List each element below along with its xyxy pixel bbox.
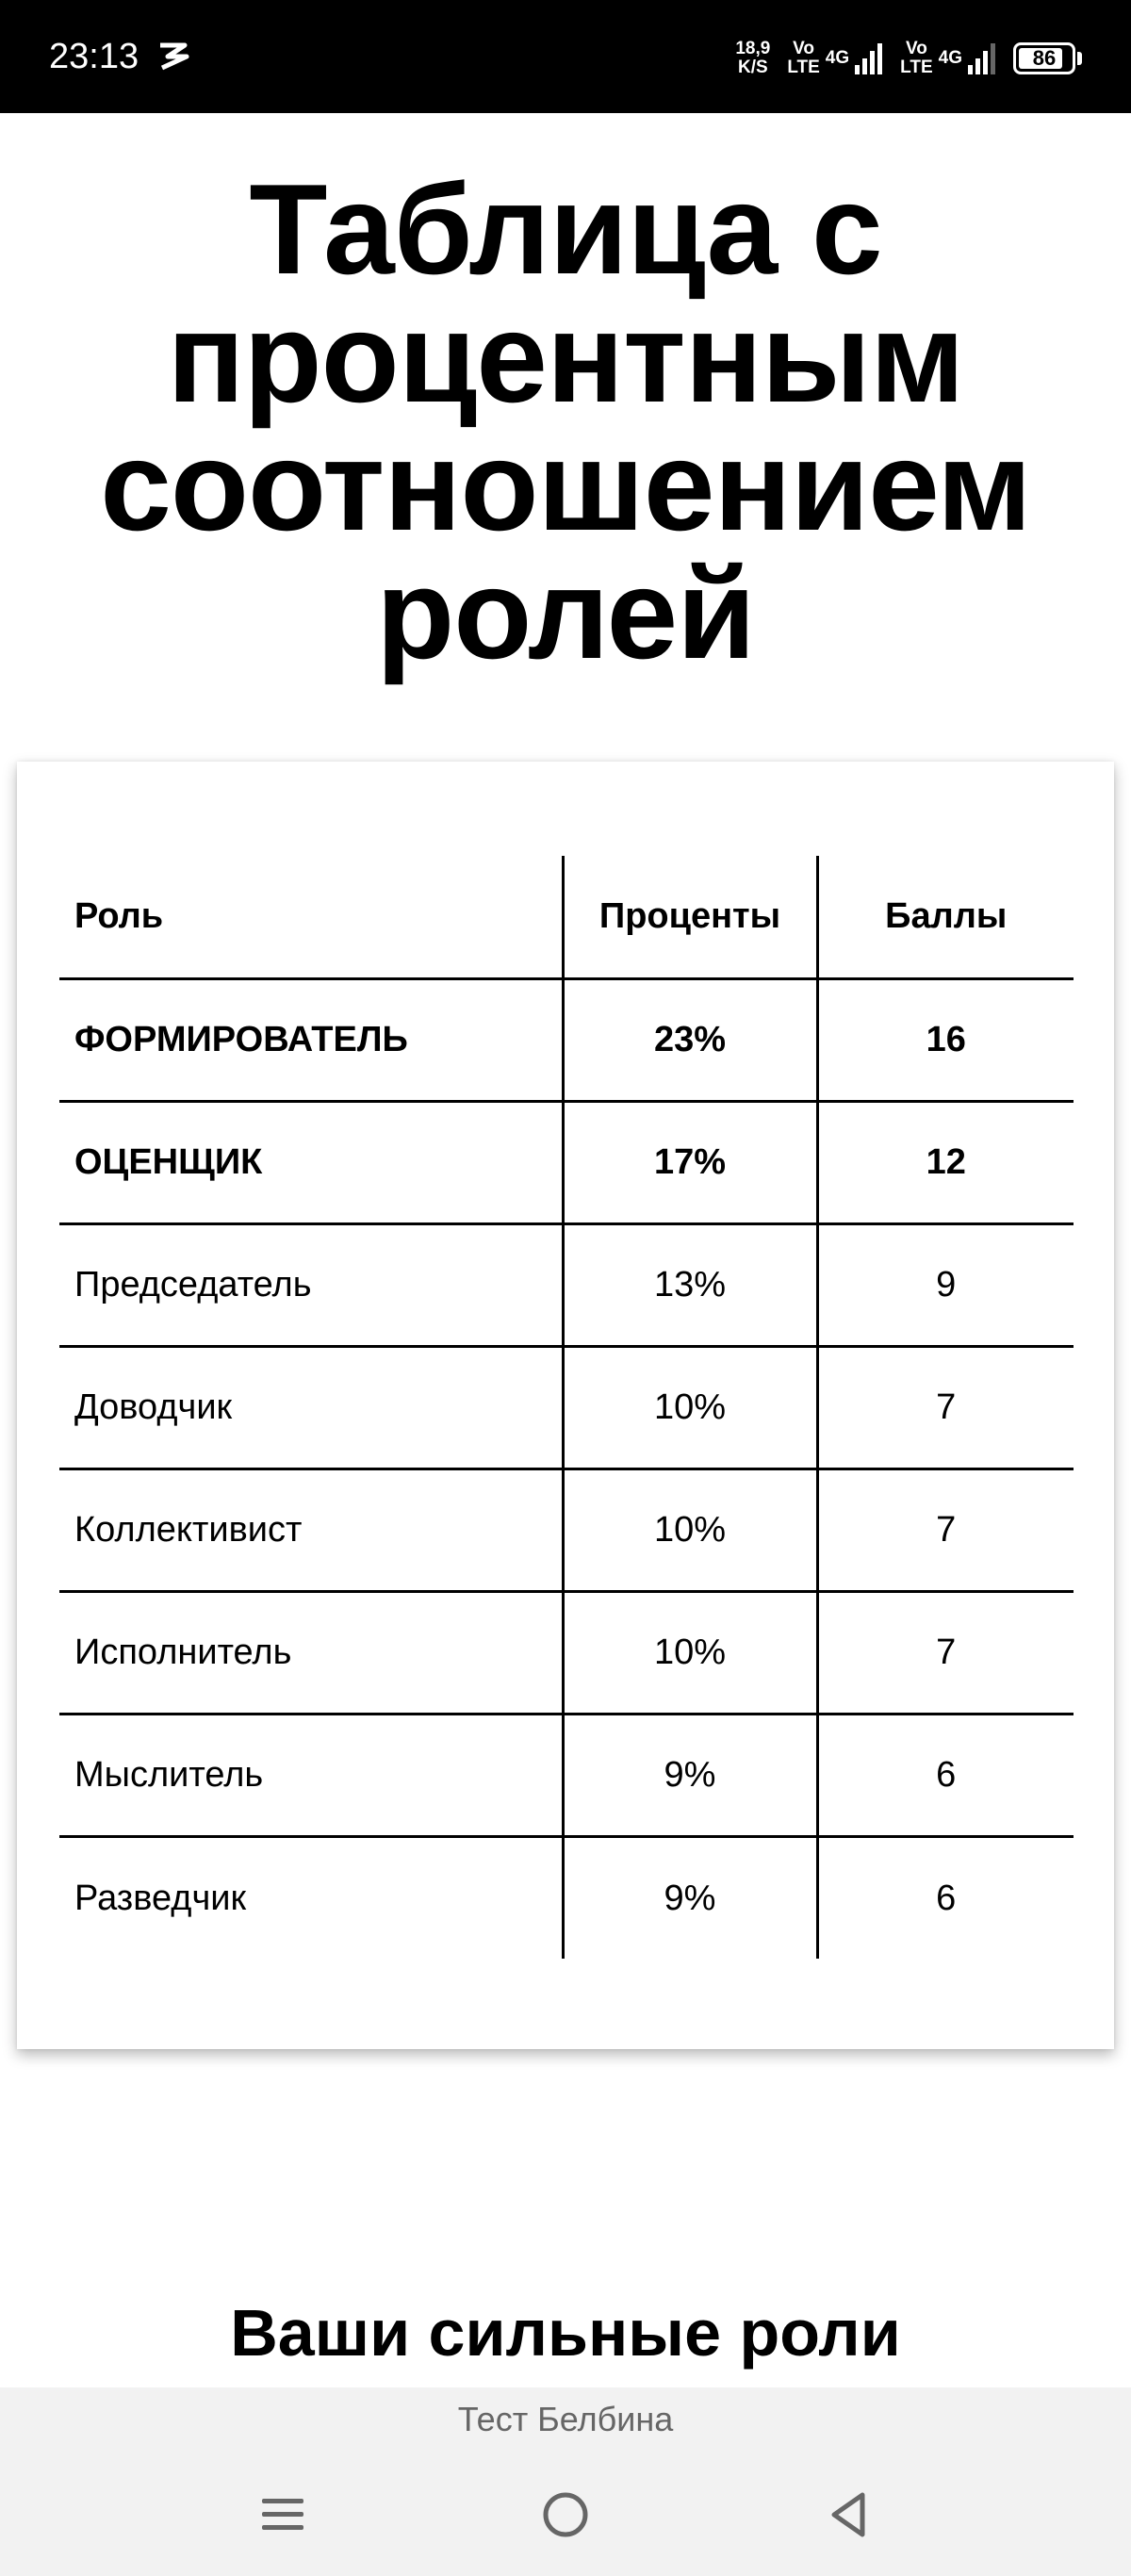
header-role: Роль	[59, 856, 563, 978]
back-icon	[825, 2490, 872, 2539]
header-percent: Проценты	[563, 856, 817, 978]
role-cell: Доводчик	[59, 1346, 563, 1468]
bottom-bar	[0, 2387, 1131, 2576]
role-cell: Председатель	[59, 1223, 563, 1346]
home-icon	[541, 2490, 590, 2539]
app-notification-icon	[155, 38, 192, 75]
sim2-signal: Vo LTE 4G	[900, 40, 996, 77]
points-cell: 6	[936, 1878, 957, 1918]
table-row	[59, 1591, 1074, 1714]
percent-cell: 10%	[563, 1468, 817, 1591]
status-indicators	[735, 32, 1082, 85]
percent-cell: 23%	[563, 978, 817, 1101]
table-row	[59, 1346, 1074, 1468]
points-cell: 7	[817, 1468, 1074, 1591]
roles-table	[59, 856, 1074, 1959]
points-cell: 16	[817, 978, 1074, 1101]
signal-bars-icon	[855, 42, 883, 74]
points-cell: 6	[817, 1714, 1074, 1836]
browser-page-title[interactable]: Тест Белбина	[457, 2400, 674, 2438]
points-cell: 7	[817, 1346, 1074, 1468]
percent-cell: 10%	[563, 1346, 817, 1468]
table-row	[59, 1101, 1074, 1223]
section-title: Ваши сильные роли	[230, 2296, 901, 2370]
home-button[interactable]	[533, 2482, 598, 2548]
table-row	[59, 1468, 1074, 1591]
table-row	[59, 1714, 1074, 1836]
percent-cell: 9%	[563, 1836, 817, 1959]
back-button[interactable]	[815, 2482, 881, 2548]
battery-level: 86	[1032, 46, 1057, 70]
menu-icon	[259, 2491, 306, 2538]
menu-button[interactable]	[250, 2482, 316, 2548]
battery-icon	[1013, 42, 1075, 74]
network-speed: 18,9 K/S	[735, 39, 771, 77]
status-bar	[0, 0, 1131, 113]
table-header-row	[59, 856, 1074, 978]
header-points: Баллы	[817, 856, 1074, 978]
role-cell: Исполнитель	[59, 1591, 563, 1714]
points-cell: 12	[817, 1101, 1074, 1223]
table-row	[59, 1223, 1074, 1346]
signal-bars-icon	[968, 42, 996, 74]
sim1-signal: Vo LTE 4G	[787, 40, 883, 77]
role-cell: Мыслитель	[59, 1714, 563, 1836]
role-cell: Коллективист	[59, 1468, 563, 1591]
role-cell: ФОРМИРОВАТЕЛЬ	[59, 978, 563, 1101]
points-cell: 7	[817, 1591, 1074, 1714]
role-cell: Разведчик	[59, 1836, 563, 1959]
table-row	[59, 978, 1074, 1101]
page-title: Таблица с процентным соотношением ролей	[100, 157, 1031, 685]
points-cell: 9	[817, 1223, 1074, 1346]
percent-cell: 9%	[563, 1714, 817, 1836]
percent-cell: 17%	[563, 1101, 817, 1223]
roles-table-card	[17, 762, 1114, 2049]
percent-cell: 10%	[563, 1591, 817, 1714]
role-cell: ОЦЕНЩИК	[59, 1101, 563, 1223]
status-time: 23:13	[49, 37, 139, 76]
percent-cell: 13%	[563, 1223, 817, 1346]
table-row	[59, 1836, 1074, 1959]
